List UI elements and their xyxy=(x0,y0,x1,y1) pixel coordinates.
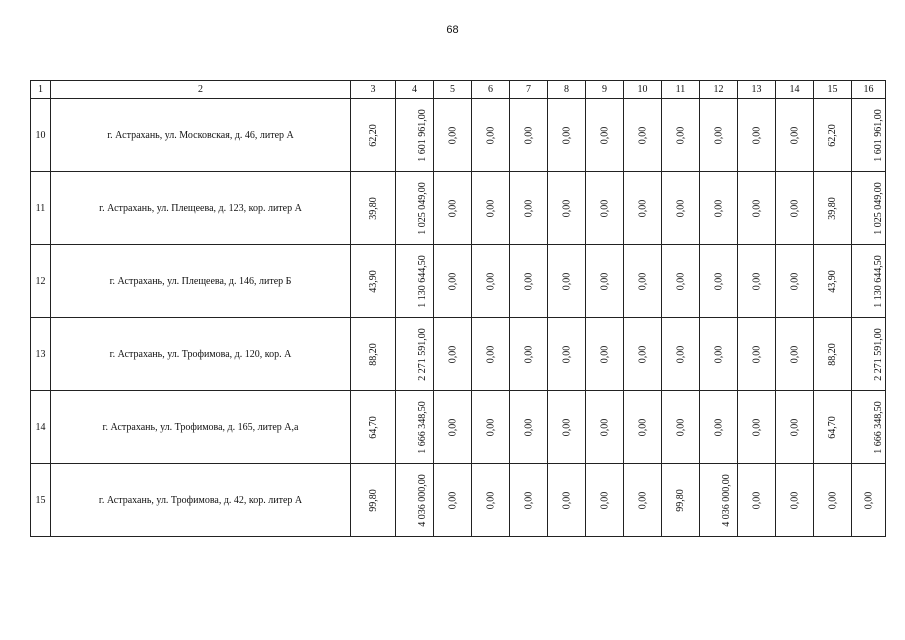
value-cell xyxy=(662,318,700,391)
value-cell xyxy=(548,99,586,172)
value-text: 1 130 644,50 xyxy=(416,254,428,308)
value-text: 0,00 xyxy=(789,418,800,436)
value-cell xyxy=(586,245,624,318)
value-text: 88,20 xyxy=(827,342,838,366)
value-cell xyxy=(776,318,814,391)
row-number: 10 xyxy=(31,99,51,172)
value-cell xyxy=(738,464,776,537)
column-number-row xyxy=(31,81,886,99)
value-cell xyxy=(548,464,586,537)
value-text: 0,00 xyxy=(485,126,496,144)
value-text: 1 025 049,00 xyxy=(872,181,884,235)
value-cell xyxy=(700,99,738,172)
value-cell xyxy=(472,391,510,464)
value-cell xyxy=(776,99,814,172)
value-text: 62,20 xyxy=(827,123,838,147)
value-cell xyxy=(700,391,738,464)
value-text: 1 601 961,00 xyxy=(416,108,428,162)
value-cell xyxy=(472,99,510,172)
value-text: 0,00 xyxy=(447,272,458,290)
value-text: 0,00 xyxy=(713,126,724,144)
value-text: 0,00 xyxy=(485,272,496,290)
value-cell xyxy=(700,318,738,391)
value-cell xyxy=(776,245,814,318)
table-row xyxy=(31,318,886,391)
value-cell xyxy=(852,464,886,537)
table-row xyxy=(31,245,886,318)
value-cell xyxy=(662,172,700,245)
value-cell xyxy=(351,172,396,245)
value-cell xyxy=(434,99,472,172)
value-text: 99,80 xyxy=(675,488,686,512)
table-row xyxy=(31,391,886,464)
value-text: 4 036 000,00 xyxy=(720,473,732,527)
value-cell xyxy=(624,172,662,245)
value-text: 2 271 591,00 xyxy=(416,327,428,381)
value-cell xyxy=(738,318,776,391)
value-text: 0,00 xyxy=(713,272,724,290)
value-cell xyxy=(548,245,586,318)
value-cell xyxy=(548,172,586,245)
value-text: 0,00 xyxy=(561,418,572,436)
value-cell xyxy=(586,99,624,172)
column-number: 14 xyxy=(776,81,814,99)
value-text: 0,00 xyxy=(561,126,572,144)
value-cell xyxy=(624,391,662,464)
value-cell xyxy=(814,464,852,537)
value-cell xyxy=(396,318,434,391)
value-text: 0,00 xyxy=(789,345,800,363)
column-number: 5 xyxy=(434,81,472,99)
value-cell xyxy=(434,172,472,245)
value-cell xyxy=(472,464,510,537)
value-text: 43,90 xyxy=(367,269,379,293)
value-text: 0,00 xyxy=(827,491,838,509)
value-text: 0,00 xyxy=(523,418,534,436)
value-text: 0,00 xyxy=(637,272,648,290)
value-text: 0,00 xyxy=(523,126,534,144)
page-number: 68 xyxy=(446,24,459,36)
row-number: 14 xyxy=(31,391,51,464)
value-text: 1 666 348,50 xyxy=(416,400,428,454)
value-cell xyxy=(662,99,700,172)
value-text: 0,00 xyxy=(637,199,648,217)
value-cell xyxy=(396,464,434,537)
table-row xyxy=(31,172,886,245)
value-cell xyxy=(586,464,624,537)
value-cell xyxy=(586,391,624,464)
value-text: 62,20 xyxy=(367,123,379,147)
table-row xyxy=(31,99,886,172)
value-cell xyxy=(434,318,472,391)
row-number: 12 xyxy=(31,245,51,318)
value-cell xyxy=(624,245,662,318)
value-text: 0,00 xyxy=(713,418,724,436)
column-number: 3 xyxy=(351,81,396,99)
value-text: 0,00 xyxy=(447,199,458,217)
value-cell xyxy=(776,464,814,537)
value-text: 0,00 xyxy=(675,345,686,363)
value-cell xyxy=(662,464,700,537)
value-text: 0,00 xyxy=(561,491,572,509)
value-cell xyxy=(738,391,776,464)
value-text: 0,00 xyxy=(447,126,458,144)
value-cell xyxy=(510,172,548,245)
value-text: 0,00 xyxy=(523,272,534,290)
value-text: 0,00 xyxy=(789,491,800,509)
value-cell xyxy=(814,99,852,172)
value-cell xyxy=(434,464,472,537)
value-cell xyxy=(624,318,662,391)
value-cell xyxy=(396,99,434,172)
value-text: 0,00 xyxy=(675,126,686,144)
value-cell xyxy=(624,464,662,537)
value-text: 0,00 xyxy=(713,199,724,217)
address-cell: г. Астрахань, ул. Московская, д. 46, литер А xyxy=(51,99,351,172)
row-number: 13 xyxy=(31,318,51,391)
value-cell xyxy=(814,391,852,464)
value-cell xyxy=(852,172,886,245)
value-text: 1 130 644,50 xyxy=(872,254,884,308)
value-cell xyxy=(586,318,624,391)
value-text: 0,00 xyxy=(447,418,458,436)
value-text: 0,00 xyxy=(599,199,610,217)
value-text: 0,00 xyxy=(637,345,648,363)
address-cell: г. Астрахань, ул. Трофимова, д. 120, кор. А xyxy=(51,318,351,391)
column-number: 1 xyxy=(31,81,51,99)
value-cell xyxy=(548,318,586,391)
value-cell xyxy=(852,391,886,464)
column-number: 11 xyxy=(662,81,700,99)
value-text: 0,00 xyxy=(789,199,800,217)
value-cell xyxy=(510,99,548,172)
row-number: 15 xyxy=(31,464,51,537)
column-number: 9 xyxy=(586,81,624,99)
value-cell xyxy=(700,172,738,245)
value-text: 0,00 xyxy=(561,272,572,290)
value-cell xyxy=(852,245,886,318)
value-text: 0,00 xyxy=(485,345,496,363)
column-number: 10 xyxy=(624,81,662,99)
value-cell xyxy=(434,245,472,318)
value-text: 0,00 xyxy=(637,418,648,436)
column-number: 13 xyxy=(738,81,776,99)
value-text: 0,00 xyxy=(751,126,762,144)
value-cell xyxy=(624,99,662,172)
value-cell xyxy=(351,464,396,537)
value-text: 0,00 xyxy=(675,199,686,217)
value-cell xyxy=(814,172,852,245)
column-number: 6 xyxy=(472,81,510,99)
value-cell xyxy=(472,172,510,245)
value-cell xyxy=(776,172,814,245)
value-text: 0,00 xyxy=(675,418,686,436)
value-text: 0,00 xyxy=(751,345,762,363)
table-row xyxy=(31,464,886,537)
address-cell: г. Астрахань, ул. Трофимова, д. 42, кор. литер А xyxy=(51,464,351,537)
value-text: 0,00 xyxy=(523,199,534,217)
value-text: 39,80 xyxy=(367,196,379,220)
value-cell xyxy=(396,172,434,245)
value-cell xyxy=(700,464,738,537)
value-cell xyxy=(396,391,434,464)
value-cell xyxy=(776,391,814,464)
value-text: 0,00 xyxy=(485,199,496,217)
value-cell xyxy=(472,318,510,391)
value-text: 0,00 xyxy=(485,418,496,436)
value-text: 0,00 xyxy=(751,491,762,509)
value-cell xyxy=(852,318,886,391)
value-text: 0,00 xyxy=(599,272,610,290)
value-text: 0,00 xyxy=(751,272,762,290)
value-cell xyxy=(351,245,396,318)
value-cell xyxy=(510,464,548,537)
value-text: 0,00 xyxy=(637,491,648,509)
value-cell xyxy=(852,99,886,172)
value-text: 0,00 xyxy=(599,126,610,144)
value-text: 0,00 xyxy=(599,418,610,436)
value-text: 0,00 xyxy=(789,126,800,144)
address-cell: г. Астрахань, ул. Плещеева, д. 146, литер Б xyxy=(51,245,351,318)
value-cell xyxy=(738,245,776,318)
column-number: 8 xyxy=(548,81,586,99)
value-text: 0,00 xyxy=(713,345,724,363)
column-number: 4 xyxy=(396,81,434,99)
value-text: 64,70 xyxy=(367,415,379,439)
value-cell xyxy=(738,99,776,172)
value-text: 0,00 xyxy=(675,272,686,290)
value-text: 0,00 xyxy=(561,199,572,217)
value-cell xyxy=(351,391,396,464)
address-cell: г. Астрахань, ул. Трофимова, д. 165, литер А,а xyxy=(51,391,351,464)
value-text: 0,00 xyxy=(447,491,458,509)
data-table xyxy=(30,80,886,537)
value-text: 0,00 xyxy=(637,126,648,144)
value-text: 1 601 961,00 xyxy=(872,108,884,162)
value-cell xyxy=(510,391,548,464)
value-text: 0,00 xyxy=(447,345,458,363)
value-cell xyxy=(351,318,396,391)
column-number: 15 xyxy=(814,81,852,99)
value-text: 43,90 xyxy=(827,269,838,293)
value-cell xyxy=(738,172,776,245)
value-text: 99,80 xyxy=(367,488,379,512)
value-text: 0,00 xyxy=(751,199,762,217)
value-text: 88,20 xyxy=(367,342,379,366)
value-text: 0,00 xyxy=(599,345,610,363)
value-text: 0,00 xyxy=(523,491,534,509)
value-text: 0,00 xyxy=(599,491,610,509)
value-cell xyxy=(586,172,624,245)
value-cell xyxy=(510,318,548,391)
value-cell xyxy=(396,245,434,318)
value-text: 39,80 xyxy=(827,196,838,220)
column-number: 16 xyxy=(852,81,886,99)
value-text: 0,00 xyxy=(561,345,572,363)
value-text: 1 666 348,50 xyxy=(872,400,884,454)
value-text: 0,00 xyxy=(789,272,800,290)
column-number: 7 xyxy=(510,81,548,99)
column-number: 12 xyxy=(700,81,738,99)
value-text: 2 271 591,00 xyxy=(872,327,884,381)
value-text: 64,70 xyxy=(827,415,838,439)
value-cell xyxy=(700,245,738,318)
value-text: 1 025 049,00 xyxy=(416,181,428,235)
address-cell: г. Астрахань, ул. Плещеева, д. 123, кор. литер А xyxy=(51,172,351,245)
value-cell xyxy=(662,391,700,464)
column-number: 2 xyxy=(51,81,351,99)
value-text: 0,00 xyxy=(485,491,496,509)
value-cell xyxy=(662,245,700,318)
value-text: 0,00 xyxy=(751,418,762,436)
value-cell xyxy=(510,245,548,318)
value-cell xyxy=(548,391,586,464)
value-cell xyxy=(434,391,472,464)
value-text: 0,00 xyxy=(523,345,534,363)
value-cell xyxy=(814,318,852,391)
value-cell xyxy=(472,245,510,318)
value-cell xyxy=(351,99,396,172)
value-text: 0,00 xyxy=(863,491,874,509)
row-number: 11 xyxy=(31,172,51,245)
value-text: 4 036 000,00 xyxy=(416,473,428,527)
value-cell xyxy=(814,245,852,318)
